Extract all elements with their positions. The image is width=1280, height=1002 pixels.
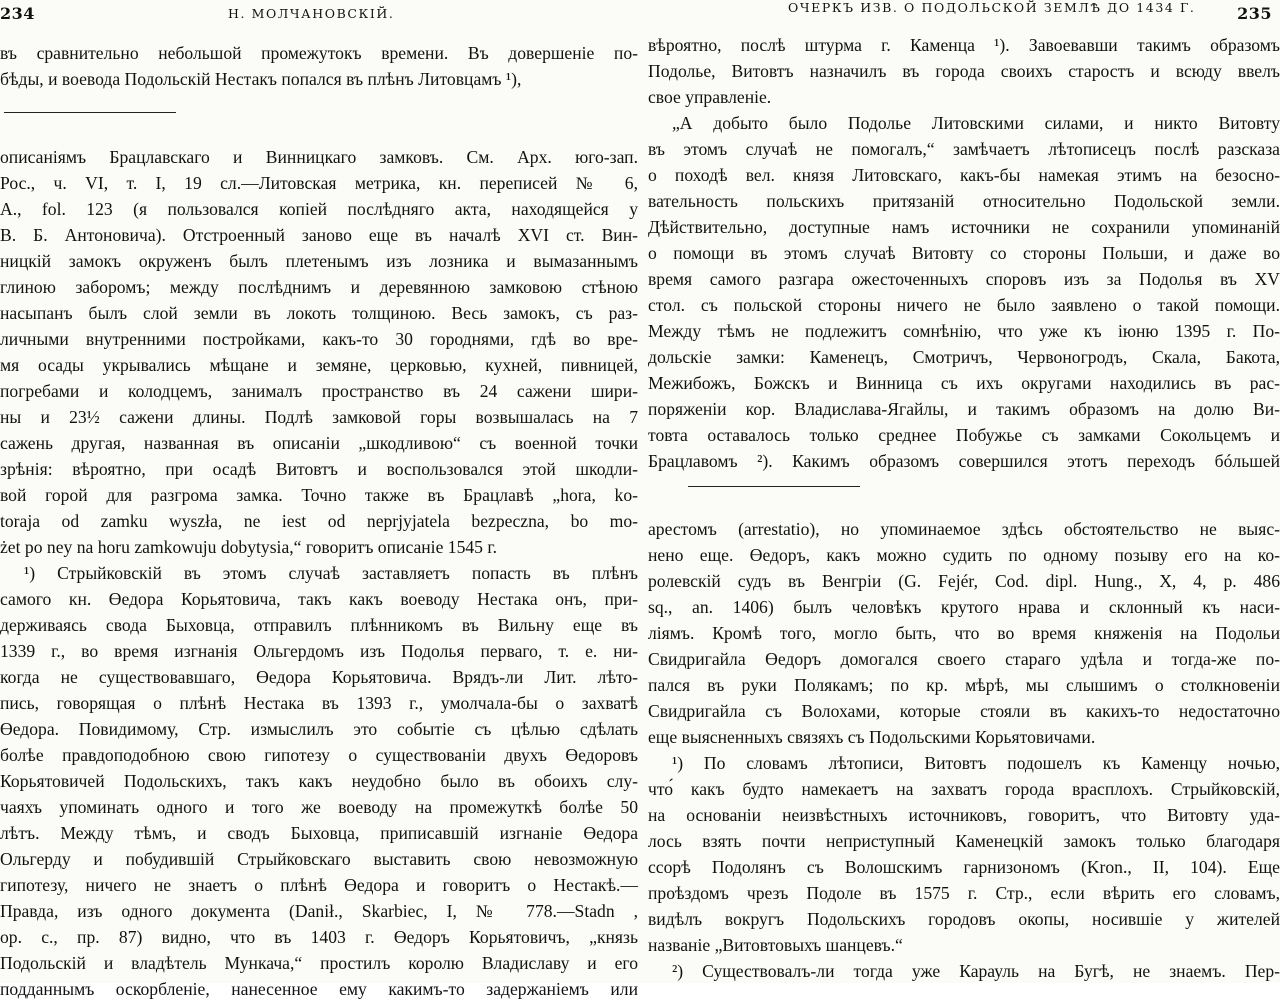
footnote-line: ліямъ. Кромѣ того, могло быть, что во время княженія на Подольи — [648, 623, 1280, 643]
running-head: Н. МОЛЧАНОВСКІЙ. — [228, 6, 395, 21]
left-page — [0, 0, 638, 999]
footnote-line: арестомъ (arrestatio), но упоминаемое здѣсь обстоятельство не выяс- — [648, 519, 1280, 539]
footnote-line: еще выясненныхъ связяхъ съ Подольскими Корьятовичами. — [648, 727, 1096, 747]
footnote-line: toraja od zamku wyszła, ne iest od neprjyjatela bezpeczna, bo mo- — [0, 511, 638, 531]
footnote-line: ролевскій судъ въ Венгріи (G. Fejér, Cod. dipl. Hung., X, 4, p. 486 — [648, 571, 1280, 591]
footnote-line: ссорѣ Подолянъ съ Волошскимъ гарнизономъ (Kron., II, 104). Еще — [648, 857, 1280, 877]
text-line: Брацлавомъ ²). Какимъ образомъ совершился этотъ переходъ бóльшей — [648, 451, 1280, 471]
footnote-line: проѣздомъ чрезъ Подоле въ 1575 г. Стр., если вѣрить его словамъ, — [648, 883, 1280, 903]
footnote-line: видѣлъ вокругъ Подольскихъ городовъ окопы, носившіе у жителей — [648, 909, 1280, 929]
footnote-line: Правда, изъ одного документа (Danił., Skarbiec, I, № 778.—Stadn , — [0, 901, 638, 921]
footnote-line: Свидригайла съ Волохами, которые стояли въ какихъ-то недостаточно — [648, 701, 1280, 721]
footnote-line: лось взять почти неприступный Каменецкій замокъ только благодаря — [648, 831, 1280, 851]
footnote-line: sq., an. 1406) былъ человѣкъ крутого нрава и склонный къ наси- — [648, 597, 1280, 617]
text-line: поряженіи кор. Владислава-Ягайлы, и такимъ образомъ на долю Ви- — [648, 399, 1280, 419]
footnote-line: Свидригайла Өедоръ домогался своего стараго удѣла и тогда-же по- — [648, 649, 1280, 669]
footnote-line: Подольскій и владѣтель Мункача,“ простилъ королю Владиславу и его — [0, 953, 638, 973]
right-footnotes — [648, 516, 1280, 984]
footnote-line: ²) Существовалъ-ли тогда уже Карауль на Бугѣ, не знаемъ. Пер- — [672, 961, 1280, 981]
text-line: бѣды, и воевода Подольскій Нестакъ попался въ плѣнъ Литовцамъ ¹), — [0, 69, 522, 89]
footnote-line: op. c., пр. 87) видно, что въ 1403 г. Өедоръ Корьятовичъ, „князь — [0, 927, 638, 947]
footnote-line: погребами и колодцемъ, занималъ пространство въ 24 сажени шири- — [0, 381, 638, 401]
text-line: въ сравнительно небольшой промежутокъ времени. Въ довершеніе по- — [0, 43, 638, 63]
running-head: ОЧЕРКЪ ИЗВ. О ПОДОЛЬСКОЙ ЗЕМЛѢ ДО 1434 Г. — [788, 0, 1196, 15]
footnote-line: Ольгерду и побудившій Стрыйковскаго выставить свою невозможную — [0, 849, 638, 869]
right-main-text — [648, 32, 1280, 474]
footnote-line: когда не существовавшаго, Өедора Корьятовича. Врядъ-ли Лит. лѣто- — [0, 667, 638, 687]
text-line: дольскіе замки: Каменецъ, Смотричъ, Червоногродъ, Скала, Бакота, — [648, 347, 1280, 367]
footnote-line: болѣе правдоподобною свою гипотезу о существованіи двухъ Өедоровъ — [0, 745, 638, 765]
footnote-line: Корьятовичей Подольскихъ, такъ какъ неудобно было въ обоихъ слу- — [0, 771, 638, 791]
footnote-line: гипотезу, ничего не знаетъ о плѣнѣ Өедора и говоритъ о Нестакѣ.— — [0, 875, 638, 895]
footnote-line: названіе „Витовтовыхъ шанцевъ.“ — [648, 935, 903, 955]
footnote-line: описаніямъ Брацлавскаго и Винницкаго замковъ. См. Арх. юго-зап. — [0, 147, 638, 167]
left-main-text — [0, 40, 638, 92]
footnote-line: держиваясь свода Быховца, отправилъ плѣнникомъ въ Вильну еще въ — [0, 615, 638, 635]
footnote-line: пался въ руки Полякамъ; по кр. мѣрѣ, мы слышимъ о столкновеніи — [648, 675, 1280, 695]
footnote-line: что́ какъ будто намекаетъ на захватъ города врасплохъ. Стрыйковскій, — [648, 779, 1280, 799]
footnote-line: на основаніи неизвѣстныхъ источниковъ, говоритъ, что Витовту уда- — [648, 805, 1280, 825]
footnote-separator — [4, 112, 176, 113]
footnote-separator — [688, 486, 860, 487]
right-page — [648, 0, 1280, 983]
text-line: о помощи въ этомъ случаѣ Витовту со стороны Польши, и даже во — [648, 243, 1280, 263]
footnote-line: личными внутренними постройками, какъ-то 30 городнями, гдѣ во вре- — [0, 329, 638, 349]
text-line: вательность польскихъ притязаній относительно Подольской земли. — [648, 191, 1280, 211]
footnote-line: А., fol. 123 (я пользовался копіей послѣдняго акта, находящейся у — [0, 199, 638, 219]
footnote-line: Рос., ч. VI, т. I, 19 сл.—Литовская метрика, кн. переписей № 6, — [0, 173, 638, 193]
text-line: вѣроятно, послѣ штурма г. Каменца ¹). Завоевавши такимъ образомъ — [648, 35, 1280, 55]
footnote-line: зрѣнія: вѣроятно, при осадѣ Витовтъ и воспользовался этой шкодли- — [0, 459, 638, 479]
footnote-line: ницкій замокъ окруженъ былъ плетенымъ изъ лозника и вымазаннымъ — [0, 251, 638, 271]
right-page-header — [648, 0, 1280, 34]
page-number: 235 — [1237, 4, 1272, 23]
footnote-line: лѣтъ. Между тѣмъ, и сводъ Быховца, приписавшій изгнаніе Өедора — [0, 823, 638, 843]
footnote-line: глиною заборомъ; между послѣднимъ и деревянною замковою стѣною — [0, 277, 638, 297]
left-page-header — [0, 4, 638, 34]
page-number: 234 — [0, 4, 35, 23]
footnote-line: ¹) Стрыйковскій въ этомъ случаѣ заставляетъ попасть въ плѣнъ — [24, 563, 638, 583]
text-line: Между тѣмъ не подлежитъ сомнѣнію, что уже къ іюню 1395 г. По- — [648, 321, 1280, 341]
footnote-line: нено еще. Өедоръ, какъ можно судить по одному позыву его на ко- — [648, 545, 1280, 565]
footnote-line: В. Б. Антоновича). Отстроенный заново еще въ началѣ XVI ст. Вин- — [0, 225, 638, 245]
footnote-line: żet po ney na horu zamkowuju dobytysia,“ говоритъ описаніе 1545 г. — [0, 537, 497, 557]
footnote-line: вой горой для разгрома замка. Точно также въ Брацлавѣ „hora, ko- — [0, 485, 638, 505]
text-line: Дѣйствительно, доступные намъ источники не сохранили упоминаній — [648, 217, 1280, 237]
text-line: время самого разгара ожесточенныхъ споровъ изъ за Подолья въ XV — [648, 269, 1280, 289]
footnote-line: насыпанъ былъ слой земли въ локоть толщиною. Весь замокъ, съ раз- — [0, 303, 638, 323]
footnote-line: мя осады укрывались мѣщане и земяне, церковью, кухней, пивницей, — [0, 355, 638, 375]
text-line: Межибожъ, Божскъ и Винница съ ихъ округами находились въ рас- — [648, 373, 1280, 393]
text-line: о походѣ вел. князя Литовскаго, какъ-бы намекая этимъ на безосно- — [648, 165, 1280, 185]
text-line: товта оставалось только среднее Побужье съ замками Сокольцемъ и — [648, 425, 1280, 445]
footnote-line: ¹) По словамъ лѣтописи, Витовтъ подошелъ къ Каменцу ночью, — [672, 753, 1280, 773]
footnote-line: пись, говорящая о плѣнѣ Нестака въ 1393 г., умолчала-бы о захватѣ — [0, 693, 638, 713]
text-line: Подолье, Витовтъ назначилъ въ города своихъ старостъ и всюду ввелъ — [648, 61, 1280, 81]
footnote-line: ны и 23½ сажени длины. Подлѣ замковой горы возвышалась на 7 — [0, 407, 638, 427]
footnote-line: Өедора. Повидимому, Стр. измыслилъ это событіе съ цѣлью сдѣлать — [0, 719, 638, 739]
footnote-line: сажень другая, названная въ описаніи „шкодливою“ съ военной точки — [0, 433, 638, 453]
footnote-line: чаяхъ упоминать одного и того же воеводу на промежуткѣ болѣе 50 — [0, 797, 638, 817]
left-footnotes — [0, 144, 638, 1002]
text-line: „А добыто было Подолье Литовскими силами, и никто Витовту — [672, 113, 1280, 133]
text-line: стол. съ польской стороны ничего не было заявлено о такой помощи. — [648, 295, 1280, 315]
footnote-line: подданнымъ оскорбленіе, нанесенное ему какимъ-то задержаніемъ или — [0, 979, 638, 999]
text-line: въ этомъ случаѣ не помогалъ,“ замѣчаетъ лѣтописецъ послѣ разсказа — [648, 139, 1280, 159]
footnote-line: 1339 г., во время изгнанія Ольгердомъ изъ Подолья перваго, т. е. ни- — [0, 641, 638, 661]
text-line: свое управленіе. — [648, 87, 772, 107]
footnote-line: самого кн. Өедора Корьятовича, такъ какъ воеводу Нестака онъ, при- — [0, 589, 638, 609]
